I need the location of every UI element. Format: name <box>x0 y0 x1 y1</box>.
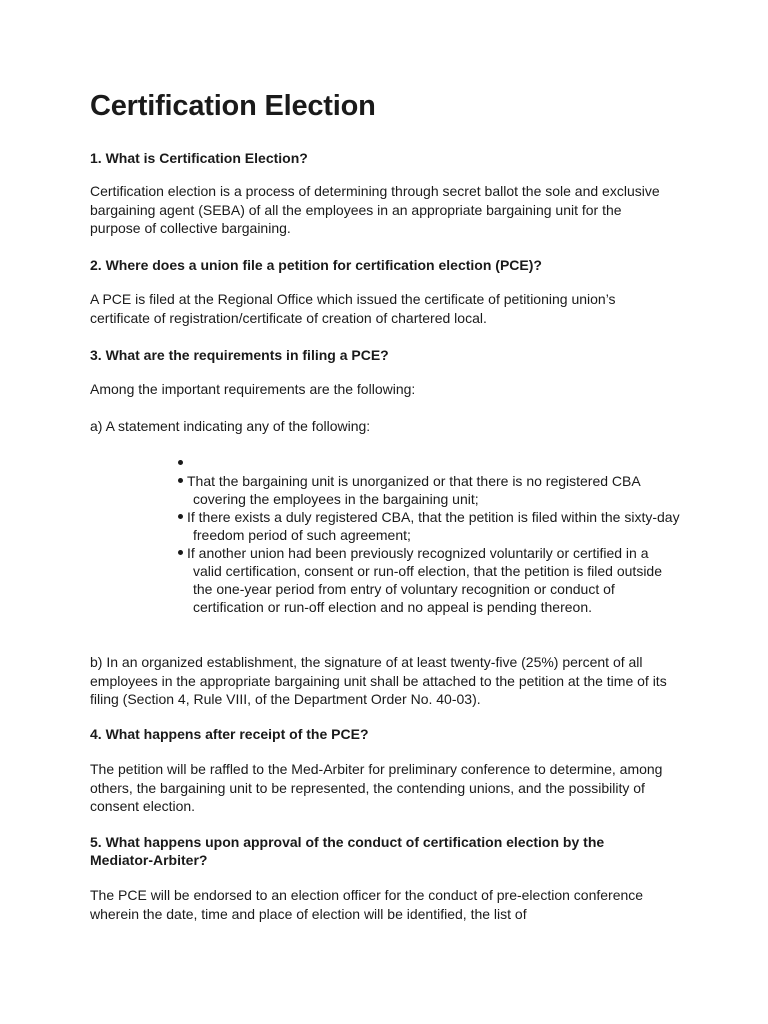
list-item <box>170 472 680 508</box>
list-item <box>170 454 680 472</box>
question-1-heading: 1. What is Certification Election? <box>90 150 308 166</box>
question-3-heading: 3. What are the requirements in filing a PCE? <box>90 347 389 363</box>
list-item-text: That the bargaining unit is unorganized or that there is no registered CBA covering the employees in the bargaining unit; <box>187 473 640 507</box>
question-2-heading: 2. Where does a union file a petition for certification election (PCE)? <box>90 257 542 273</box>
list-item-text: If another union had been previously recognized voluntarily or certified in a valid certification, consent or run-off election, that the petition is filed outside the one-year period from entry of voluntary recognition or conduct of certification or run-off election and no appeal is pending thereon. <box>187 545 663 615</box>
list-item-text: If there exists a duly registered CBA, that the petition is filed within the sixty-day freedom period of such agreement; <box>187 509 680 543</box>
bullet-icon <box>178 472 187 490</box>
answer-1-paragraph: Certification election is a process of determining through secret ballot the sole and exclusive bargaining agent (SEBA) of all the employees in an appropriate bargaining unit for the purpose of collective bargaining. <box>90 183 660 236</box>
bullet-icon <box>178 508 187 526</box>
question-5-heading: 5. What happens upon approval of the conduct of certification election by the Mediator-Arbiter? <box>90 834 605 868</box>
list-item <box>170 544 680 616</box>
bullet-icon <box>178 544 187 562</box>
bullet-icon <box>178 454 187 472</box>
requirements-list <box>170 454 680 616</box>
requirement-a-label: a) A statement indicating any of the following: <box>90 418 371 434</box>
answer-5-paragraph: The PCE will be endorsed to an election officer for the conduct of pre-election conference wherein the date, time and place of election will be identified, the list of <box>90 887 644 922</box>
list-item <box>170 508 680 544</box>
page-title: Certification Election <box>90 90 376 122</box>
question-4-heading: 4. What happens after receipt of the PCE? <box>90 726 369 742</box>
requirement-b-paragraph: b) In an organized establishment, the signature of at least twenty-five (25%) percent of all employees in the appropriate bargaining unit shall be attached to the petition at the time of its filing (Section 4, Rule VIII, of the Department Order No. 40-03). <box>90 654 667 707</box>
answer-4-paragraph: The petition will be raffled to the Med-Arbiter for preliminary conference to determine, among others, the bargaining unit to be represented, the contending unions, and the possibility of consent election. <box>90 761 663 814</box>
answer-2-paragraph: A PCE is filed at the Regional Office which issued the certificate of petitioning union’s certificate of registration/certificate of creation of chartered local. <box>90 291 616 326</box>
answer-3-intro: Among the important requirements are the following: <box>90 381 416 397</box>
